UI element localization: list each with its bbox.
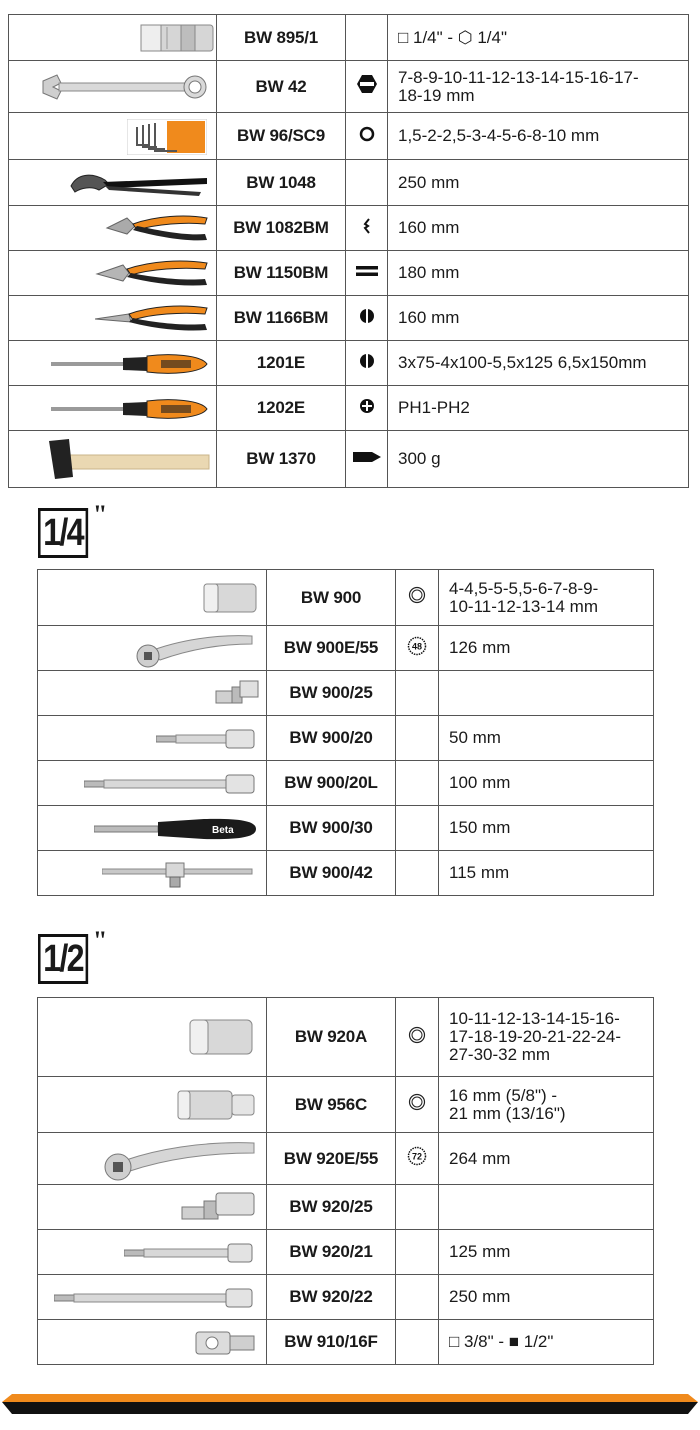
product-code: BW 900/25	[267, 671, 396, 716]
tool-image-socket	[38, 998, 267, 1077]
tools-table-half-inch	[37, 997, 654, 1365]
spec-cell: 264 mm	[439, 1133, 654, 1185]
table-row	[9, 386, 689, 431]
footer-stripe	[0, 1392, 700, 1416]
table-row	[38, 851, 654, 896]
icon-cell	[346, 251, 388, 296]
tool-image-long-extension-bar	[38, 761, 267, 806]
icon-cell	[396, 1275, 439, 1320]
half-circle-icon	[358, 307, 376, 325]
icon-cell	[396, 851, 439, 896]
product-code: BW 900/30	[267, 806, 396, 851]
product-code: BW 920/22	[267, 1275, 396, 1320]
spec-cell: PH1-PH2	[388, 386, 689, 431]
tool-image-socket	[38, 570, 267, 626]
product-code: BW 42	[217, 61, 346, 113]
spec-cell: 100 mm	[439, 761, 654, 806]
tools-table-general	[8, 14, 689, 488]
section-heading-half	[38, 926, 108, 984]
table-row	[38, 1185, 654, 1230]
product-code: BW 96/SC9	[217, 113, 346, 160]
hex-nut-icon	[356, 74, 378, 94]
spec-cell: 125 mm	[439, 1230, 654, 1275]
spec-cell: □ 3/8" - ■ 1/2"	[439, 1320, 654, 1365]
icon-cell	[346, 341, 388, 386]
product-code: BW 920/25	[267, 1185, 396, 1230]
spec-cell	[439, 1185, 654, 1230]
spec-cell: 4-4,5-5-5,5-6-7-8-9- 10-11-12-13-14 mm	[439, 570, 654, 626]
inch-mark: "	[92, 500, 108, 529]
tools-table-quarter-inch	[37, 569, 654, 896]
tool-image-hex-keys	[9, 113, 217, 160]
double-circle-icon	[408, 586, 426, 604]
spec-cell: 115 mm	[439, 851, 654, 896]
icon-cell	[346, 296, 388, 341]
flat-jaw-icon	[355, 265, 379, 277]
teeth-72-icon	[407, 1146, 427, 1166]
tool-image-spark-plug-socket	[38, 1077, 267, 1133]
product-code: BW 900/20L	[267, 761, 396, 806]
product-code: BW 1150BM	[217, 251, 346, 296]
icon-cell	[346, 160, 388, 206]
icon-cell	[346, 15, 388, 61]
double-circle-icon	[408, 1026, 426, 1044]
table-row	[9, 341, 689, 386]
circle-icon	[358, 125, 376, 143]
svg-text:48: 48	[411, 641, 423, 651]
product-code: BW 920A	[267, 998, 396, 1077]
spec-cell: 1,5-2-2,5-3-4-5-6-8-10 mm	[388, 113, 689, 160]
product-code: BW 1370	[217, 431, 346, 488]
product-code: BW 1048	[217, 160, 346, 206]
spec-cell: 10-11-12-13-14-15-16- 17-18-19-20-21-22-24- 27-30-32 mm	[439, 998, 654, 1077]
product-code: BW 900E/55	[267, 626, 396, 671]
table-row	[38, 761, 654, 806]
table-row	[38, 716, 654, 761]
table-row	[38, 671, 654, 716]
spec-cell: 160 mm	[388, 206, 689, 251]
tool-image-extension-bar	[38, 716, 267, 761]
table-row	[9, 160, 689, 206]
tool-image-slotted-screwdriver	[9, 341, 217, 386]
product-code: BW 900	[267, 570, 396, 626]
tool-image-phillips-screwdriver	[9, 386, 217, 431]
icon-cell	[396, 570, 439, 626]
tool-image-adapter	[38, 1320, 267, 1365]
icon-cell	[396, 626, 439, 671]
tool-image-hammer	[9, 431, 217, 488]
spec-cell: 150 mm	[439, 806, 654, 851]
product-code: 1202E	[217, 386, 346, 431]
table-row	[9, 113, 689, 160]
tool-image-combination-pliers	[9, 251, 217, 296]
inch-mark: "	[92, 926, 108, 955]
hammer-head-icon	[352, 449, 382, 465]
tool-image-wrench	[9, 61, 217, 113]
product-code: 1201E	[217, 341, 346, 386]
teeth-48-icon	[407, 636, 427, 656]
icon-cell	[396, 1185, 439, 1230]
icon-cell	[396, 1320, 439, 1365]
spec-cell: □ 1/4" - ⬡ 1/4"	[388, 15, 689, 61]
table-row	[38, 998, 654, 1077]
product-code: BW 920/21	[267, 1230, 396, 1275]
product-code: BW 910/16F	[267, 1320, 396, 1365]
spec-cell: 50 mm	[439, 716, 654, 761]
table-row	[38, 1275, 654, 1320]
table-row	[38, 1077, 654, 1133]
spec-cell: 300 g	[388, 431, 689, 488]
table-row	[9, 296, 689, 341]
table-row	[38, 626, 654, 671]
icon-cell	[346, 431, 388, 488]
table-row	[9, 61, 689, 113]
tool-image-side-cutters	[9, 206, 217, 251]
slotted-screw-icon	[358, 352, 376, 370]
spec-cell: 126 mm	[439, 626, 654, 671]
tool-image-universal-joint	[38, 1185, 267, 1230]
product-code: BW 1082BM	[217, 206, 346, 251]
double-circle-icon	[408, 1093, 426, 1111]
tool-image-extension-bar	[38, 1230, 267, 1275]
table-row	[9, 251, 689, 296]
spec-cell	[439, 671, 654, 716]
tool-image-long-nose-pliers	[9, 296, 217, 341]
icon-cell	[346, 61, 388, 113]
icon-cell	[396, 1230, 439, 1275]
section-heading-label: 1/2	[38, 934, 88, 984]
table-row	[9, 431, 689, 488]
tool-image-long-extension-bar	[38, 1275, 267, 1320]
table-row	[9, 206, 689, 251]
section-heading-quarter	[38, 500, 108, 558]
product-code: BW 900/42	[267, 851, 396, 896]
spec-cell: 250 mm	[388, 160, 689, 206]
beta-logo: Beta	[212, 825, 234, 836]
table-row	[38, 806, 654, 851]
icon-cell	[346, 206, 388, 251]
section-heading-label: 1/4	[38, 508, 88, 558]
spec-cell: 7-8-9-10-11-12-13-14-15-16-17- 18-19 mm	[388, 61, 689, 113]
table-row	[38, 1320, 654, 1365]
tool-image-ratchet	[38, 1133, 267, 1185]
phillips-screw-icon	[358, 397, 376, 415]
icon-cell	[396, 998, 439, 1077]
product-code: BW 1166BM	[217, 296, 346, 341]
svg-text:72: 72	[411, 1151, 423, 1162]
icon-cell	[396, 1077, 439, 1133]
table-row	[38, 1230, 654, 1275]
icon-cell	[396, 716, 439, 761]
product-code: BW 895/1	[217, 15, 346, 61]
spec-cell: 180 mm	[388, 251, 689, 296]
icon-cell	[396, 1133, 439, 1185]
tool-image-sliding-t-bar	[38, 851, 267, 896]
product-code: BW 920E/55	[267, 1133, 396, 1185]
tool-image-water-pump-pliers	[9, 160, 217, 206]
product-code: BW 956C	[267, 1077, 396, 1133]
product-code: BW 900/20	[267, 716, 396, 761]
side-cutter-icon	[362, 218, 372, 234]
icon-cell	[396, 806, 439, 851]
table-row	[38, 1133, 654, 1185]
table-row	[38, 570, 654, 626]
tool-image-universal-joint	[38, 671, 267, 716]
spec-cell: 3x75-4x100-5,5x125 6,5x150mm	[388, 341, 689, 386]
tool-image-spinner-handle	[38, 806, 267, 851]
table-row	[9, 15, 689, 61]
spec-cell: 16 mm (5/8") - 21 mm (13/16")	[439, 1077, 654, 1133]
icon-cell	[346, 113, 388, 160]
tool-image-socket	[9, 15, 217, 61]
spec-cell: 250 mm	[439, 1275, 654, 1320]
spec-cell: 160 mm	[388, 296, 689, 341]
tool-image-ratchet	[38, 626, 267, 671]
icon-cell	[396, 761, 439, 806]
icon-cell	[346, 386, 388, 431]
icon-cell	[396, 671, 439, 716]
